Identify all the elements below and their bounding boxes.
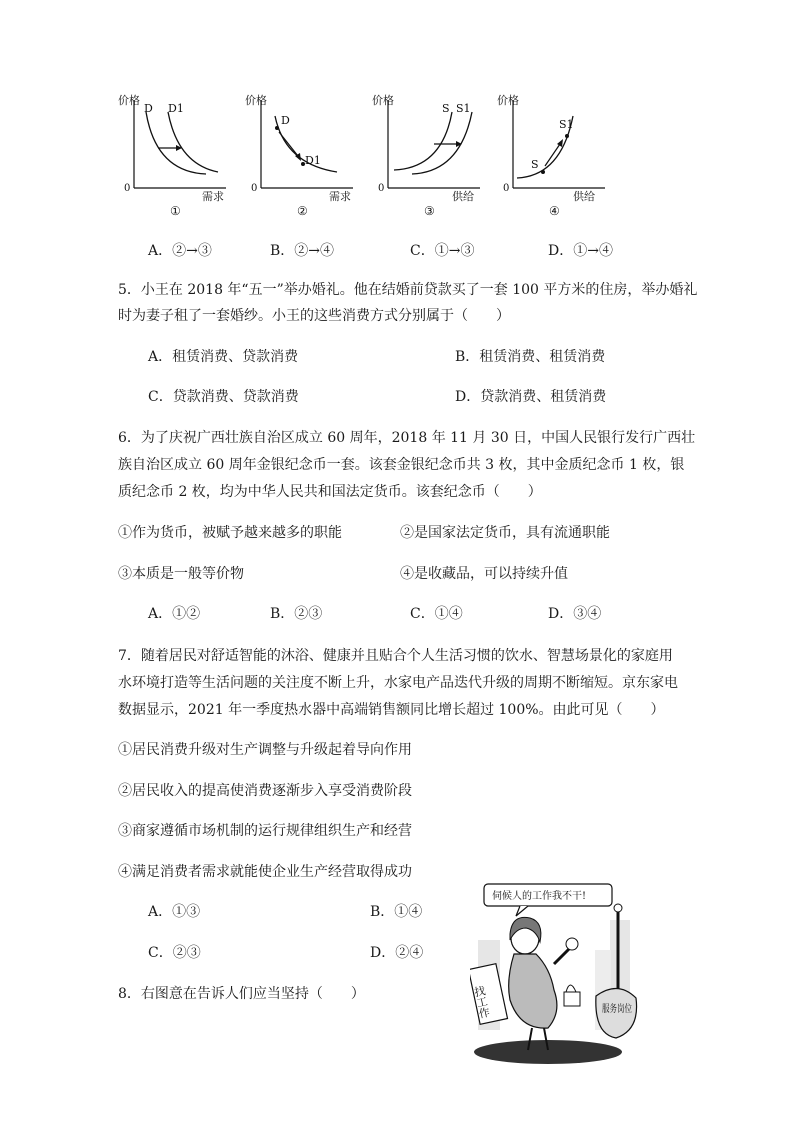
q7-option-a: A．①③ [148,904,201,920]
q7-stem-line-3: 数据显示，2021 年一季度热水器中高端销售额同比增长超过 100%。由此可见（ ） [118,702,665,718]
q7-item-1: ①居民消费升级对生产调整与升级起着导向作用 [118,742,412,758]
q7-item-3: ③商家遵循市场机制的运行规律组织生产和经营 [118,823,412,839]
svg-text:需求: 需求 [329,190,351,203]
q5-option-c: C．贷款消费、贷款消费 [148,389,299,405]
sack-text: 服务岗位 [602,1004,640,1015]
q5-option-b: B．租赁消费、租赁消费 [455,349,606,365]
graph-3 [372,92,482,221]
svg-text:需求: 需求 [202,190,224,203]
q6-item-3: ③本质是一般等价物 [118,566,244,582]
graph-1-caption: ① [170,204,181,218]
q4-option-b: B．②→④ [270,243,335,259]
q7-option-b: B．①④ [370,904,423,920]
svg-text:0: 0 [251,183,258,194]
q6-item-1: ①作为货币，被赋予越来越多的职能 [118,525,342,541]
curve-s [394,112,452,170]
svg-text:0: 0 [503,183,510,194]
q6-item-2: ②是国家法定货币，具有流通职能 [400,525,610,541]
q4-option-d: D．①→④ [548,243,613,259]
curve-d [146,112,206,174]
graph-2-caption: ② [297,204,308,218]
q8-stem-line-1: 8．右图意在告诉人们应当坚持（ ） [118,986,365,1002]
graph-1 [118,92,228,221]
q7-option-c: C．②③ [148,945,201,961]
svg-text:D: D [144,102,153,115]
graph-2 [245,92,355,221]
curve-d1 [168,112,218,172]
q6-option-c: C．①④ [410,606,463,622]
sign-text: 找工作 [471,984,492,1020]
q7-stem-line-2: 水环境打造等生活问题的关注度不断上升，水家电产品迭代升级的周期不断缩短。京东家电 [118,675,678,691]
q6-option-a: A．①② [148,606,201,622]
svg-text:价格: 价格 [372,94,394,107]
graph-4 [497,92,607,221]
q7-item-2: ②居民收入的提高使消费逐渐步入享受消费阶段 [118,783,412,799]
svg-text:S: S [442,102,450,115]
q6-stem-line-1: 6．为了庆祝广西壮族自治区成立 60 周年，2018 年 11 月 30 日，中国人民银行发行广西壮 [118,430,696,446]
q7-stem-line-1: 7．随着居民对舒适智能的沐浴、健康并且贴合个人生活习惯的饮水、智慧场景化的家庭用 [118,648,673,664]
q5-stem-line-1: 5．小王在 2018 年“五一”举办婚礼。他在结婚前贷款买了一套 100 平方米的住房，举办婚礼 [118,282,698,298]
svg-text:S1: S1 [559,118,574,131]
q6-item-4: ④是收藏品，可以持续升值 [400,566,568,582]
q7-option-d: D．②④ [370,945,424,961]
graph-1-ylabel: 价格 [118,94,140,107]
q6-option-d: D．③④ [548,606,602,622]
svg-text:S: S [531,158,539,171]
svg-text:供给: 供给 [573,190,595,203]
q6-option-b: B．②③ [270,606,323,622]
q7-item-4: ④满足消费者需求就能使企业生产经营取得成功 [118,864,412,880]
q5-stem-line-2: 时为妻子租了一套婚纱。小王的这些消费方式分别属于（ ） [118,308,510,324]
svg-text:S1: S1 [456,102,471,115]
q5-option-a: A．租赁消费、贷款消费 [148,349,299,365]
speech-bubble-text: 伺候人的工作我不干! [492,891,587,902]
svg-text:价格: 价格 [497,94,519,107]
q6-stem-line-3: 质纪念币 2 枚，均为中华人民共和国法定货币。该套纪念币（ ） [118,484,542,500]
svg-text:0: 0 [124,183,131,194]
q4-option-a: A．②→③ [148,243,212,259]
graph-4-caption: ④ [549,204,560,218]
cartoon-illustration [470,880,640,1070]
svg-text:0: 0 [378,183,385,194]
svg-text:D1: D1 [168,102,184,115]
q6-stem-line-2: 族自治区成立 60 周年金银纪念币一套。该套金银纪念币共 3 枚，其中金质纪念币 1 枚，银 [118,457,685,473]
svg-text:价格: 价格 [245,94,267,107]
graph-3-caption: ③ [424,204,435,218]
svg-text:供给: 供给 [452,190,474,203]
svg-text:D1: D1 [305,154,321,167]
svg-text:D: D [281,114,290,127]
q4-option-c: C．①→③ [410,243,475,259]
q5-option-d: D．贷款消费、租赁消费 [455,389,607,405]
